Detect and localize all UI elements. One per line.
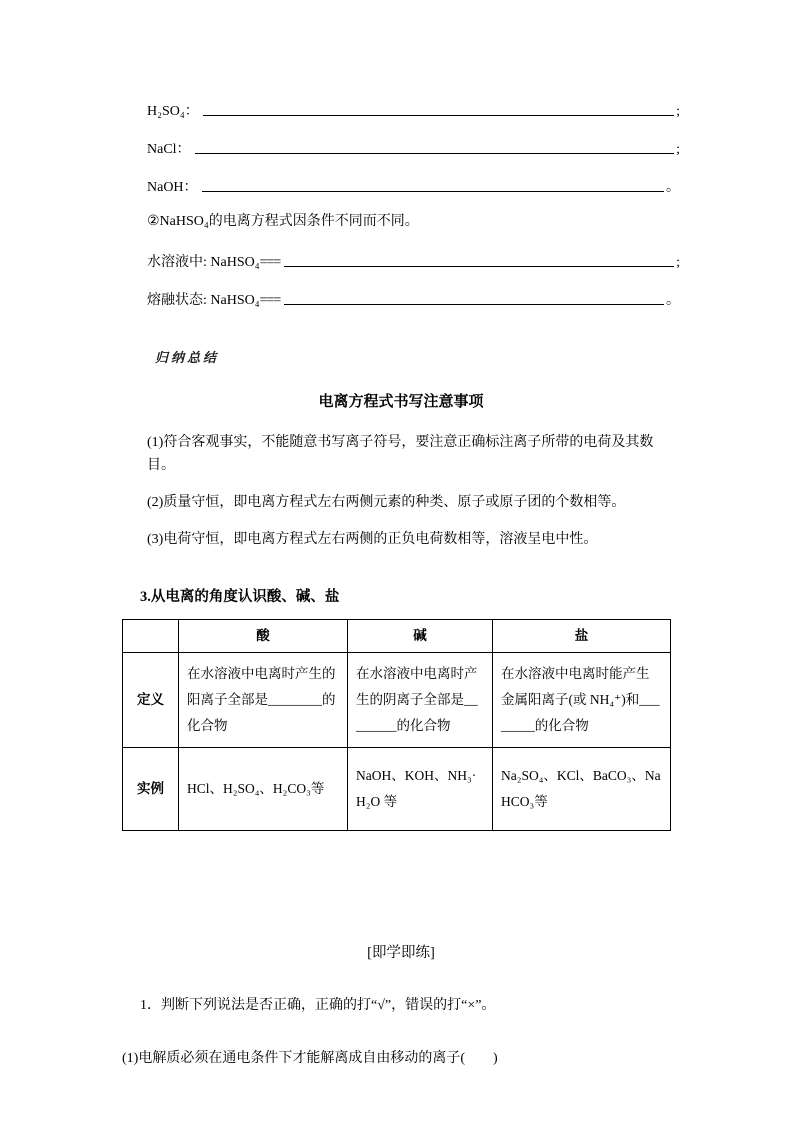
line-punctuation: 。 <box>666 180 680 195</box>
acid-base-salt-table <box>122 619 671 831</box>
table-header-cell: 碱 <box>348 620 493 653</box>
table-header-row <box>123 620 671 653</box>
formula-label: NaCl： <box>147 142 191 157</box>
question-subitem: (1)电解质必须在通电条件下才能解离成自由移动的离子( ) <box>122 1051 498 1067</box>
summary-point: (3)电荷守恒，即电离方程式左右两侧的正负电荷数相等，溶液呈电中性。 <box>147 532 598 547</box>
equation-blank-line <box>147 285 680 309</box>
summary-point: (1)符合客观事实，不能随意书写离子符号，要注意正确标注离子所带的电荷及其数目。 <box>147 435 654 473</box>
table-header-cell: 酸 <box>179 620 348 653</box>
note-paragraph: ②NaHSO₄的电离方程式因条件不同而不同。 <box>147 214 419 229</box>
table-cell: HCl、H₂SO₄、H₂CO₃等 <box>179 748 348 831</box>
table-header-cell: 盐 <box>493 620 671 653</box>
section-title: 3.从电离的角度认识酸、碱、盐 <box>140 589 340 605</box>
formula-label: NaOH： <box>147 180 198 195</box>
formula-blank-line <box>147 96 680 120</box>
line-punctuation: 。 <box>666 293 680 308</box>
equals-sign: === <box>259 255 281 270</box>
equation-label: 熔融状态: NaHSO₄ <box>147 293 260 308</box>
table-cell: 在水溶液中电离时产生的阴离子全部是________的化合物 <box>348 653 493 748</box>
summary-point: (2)质量守恒，即电离方程式左右两侧元素的种类、原子或原子团的个数相等。 <box>147 495 626 510</box>
formula-label: H₂SO₄： <box>147 104 199 119</box>
formula-blank-line <box>147 134 680 158</box>
blank-underline <box>203 114 674 116</box>
row-label: 定义 <box>123 653 179 748</box>
equation-blank-line <box>147 247 680 271</box>
table-cell: 在水溶液中电离时能产生金属阳离子(或 NH₄⁺)和________的化合物 <box>493 653 671 748</box>
formula-blank-line <box>147 172 680 196</box>
blank-underline <box>195 152 675 154</box>
line-punctuation: ; <box>676 142 680 157</box>
blank-underline <box>202 190 664 192</box>
practice-section-title: [即学即练] <box>367 945 435 962</box>
summary-title: 电离方程式书写注意事项 <box>318 394 484 410</box>
line-punctuation: ; <box>676 104 680 119</box>
table-cell: NaOH、KOH、NH₃·H₂O 等 <box>348 748 493 831</box>
table-header-cell <box>123 620 179 653</box>
table-row <box>123 748 671 831</box>
question-text: 1．判断下列说法是否正确，正确的打“√”，错误的打“×”。 <box>140 998 496 1014</box>
equation-label: 水溶液中: NaHSO₄ <box>147 255 260 270</box>
summary-badge: 归纳总结 <box>155 350 220 365</box>
blank-underline <box>284 265 674 267</box>
table-cell: Na₂SO₄、KCl、BaCO₃、NaHCO₃等 <box>493 748 671 831</box>
table-cell: 在水溶液中电离时产生的阳离子全部是________的化合物 <box>179 653 348 748</box>
table-row <box>123 653 671 748</box>
equals-sign: === <box>259 293 281 308</box>
blank-underline <box>284 303 664 305</box>
line-punctuation: ; <box>676 255 680 270</box>
row-label: 实例 <box>123 748 179 831</box>
